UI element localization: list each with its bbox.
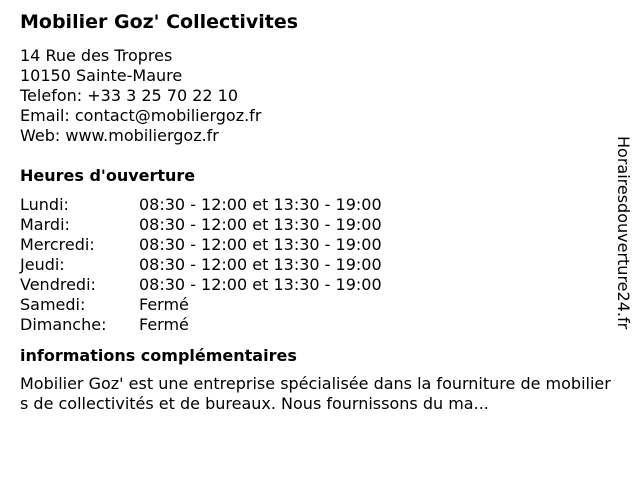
site-watermark: Horairesdouverture24.fr	[614, 136, 633, 330]
hours-row-tuesday	[20, 215, 620, 235]
hours-row-saturday	[20, 295, 620, 315]
opening-hours-table	[20, 195, 620, 335]
day-label: Lundi:	[20, 195, 69, 214]
hours-row-monday	[20, 195, 620, 215]
address-block	[20, 46, 620, 146]
hours-row-wednesday	[20, 235, 620, 255]
day-hours: 08:30 - 12:00 et 13:30 - 19:00	[139, 255, 382, 274]
website-address: Web: www.mobiliergoz.fr	[20, 126, 219, 145]
opening-hours-heading: Heures d'ouverture	[20, 166, 196, 185]
day-label: Samedi:	[20, 295, 86, 314]
day-hours: 08:30 - 12:00 et 13:30 - 19:00	[139, 275, 382, 294]
hours-row-sunday	[20, 315, 620, 335]
company-name: Mobilier Goz' Collectivites	[20, 11, 299, 33]
day-label: Vendredi:	[20, 275, 96, 294]
day-hours: Fermé	[139, 295, 189, 314]
business-description: Mobilier Goz' est une entreprise spécialisée dans la fourniture de mobiliers de collectivités et de bureaux. Nous fournissons du ma...	[20, 374, 611, 413]
hours-row-thursday	[20, 255, 620, 275]
phone-number: Telefon: +33 3 25 70 22 10	[20, 86, 239, 105]
day-label: Jeudi:	[20, 255, 65, 274]
day-hours: Fermé	[139, 315, 189, 334]
street-address: 14 Rue des Tropres	[20, 46, 173, 65]
business-listing	[20, 8, 620, 414]
additional-info-heading: informations complémentaires	[20, 346, 297, 365]
hours-row-friday	[20, 275, 620, 295]
day-hours: 08:30 - 12:00 et 13:30 - 19:00	[139, 235, 382, 254]
city-address: 10150 Sainte-Maure	[20, 66, 183, 85]
day-label: Mercredi:	[20, 235, 95, 254]
day-hours: 08:30 - 12:00 et 13:30 - 19:00	[139, 195, 382, 214]
day-label: Mardi:	[20, 215, 70, 234]
email-address: Email: contact@mobiliergoz.fr	[20, 106, 262, 125]
day-hours: 08:30 - 12:00 et 13:30 - 19:00	[139, 215, 382, 234]
day-label: Dimanche:	[20, 315, 107, 334]
